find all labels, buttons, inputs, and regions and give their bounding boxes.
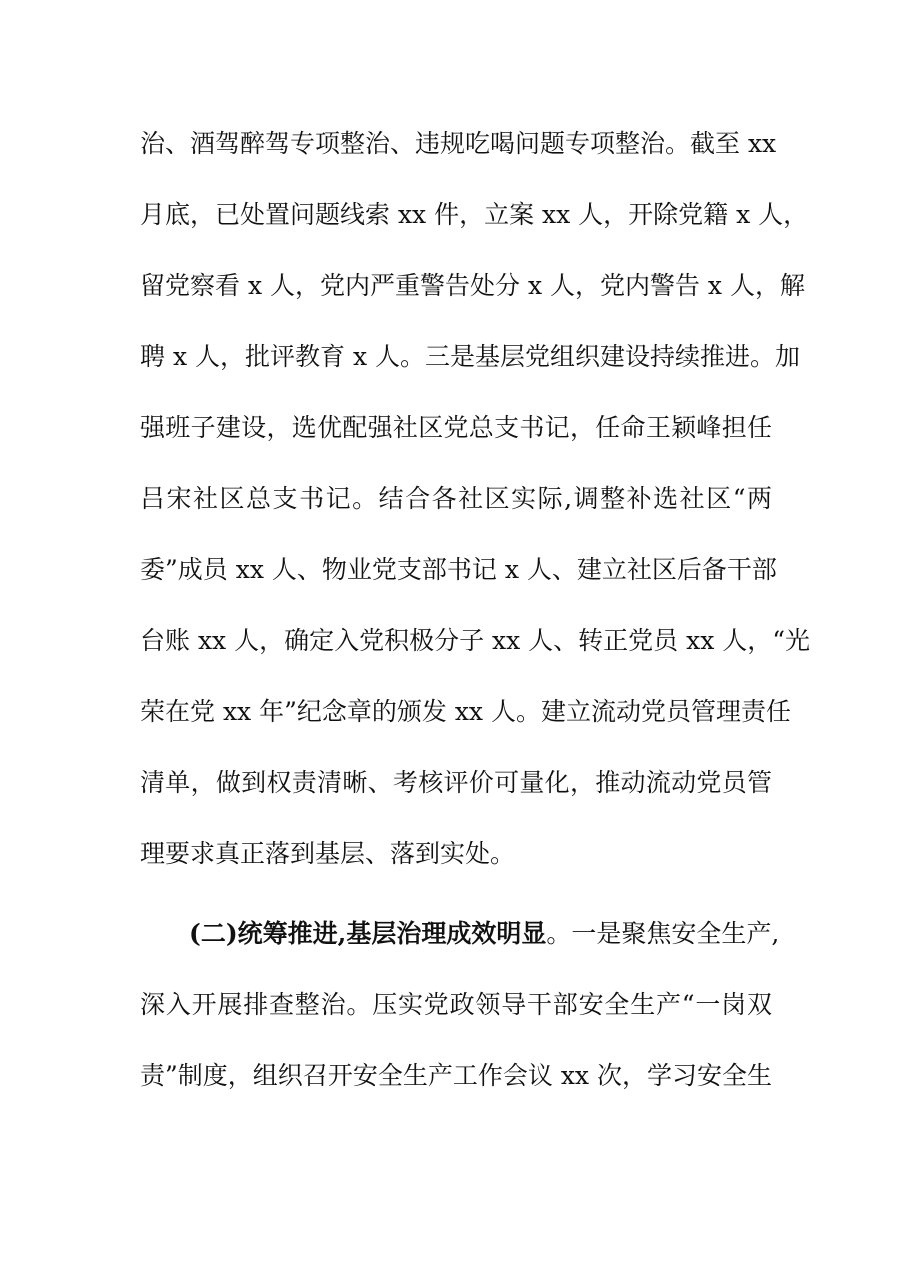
paragraph-line: 月底，已处置问题线索 xx 件，立案 xx 人，开除党籍 x 人， [140,200,809,229]
section-heading-line [189,918,780,950]
paragraph-text: 。一是聚焦安全生产, [546,919,780,948]
paragraph-line: 理要求真正落到基层、落到实处。 [140,839,516,868]
paragraph-line: 聘 x 人，批评教育 x 人。三是基层党组织建设持续推进。加 [140,342,800,371]
paragraph-line: 清单，做到权责清晰、考核评价可量化，推动流动党员管 [140,768,772,797]
paragraph-line: 强班子建设，选优配强社区党总支书记，任命王颖峰担任 [140,413,772,442]
paragraph-line: 深入开展排查整治。压实党政领导干部安全生产“一岗双 [140,990,772,1019]
paragraph-line: 治、酒驾醉驾专项整治、违规吃喝问题专项整治。截至 xx [140,129,777,158]
paragraph-line: 留党察看 x 人，党内严重警告处分 x 人，党内警告 x 人，解 [140,271,805,300]
section-heading: (二)统筹推进,基层治理成效明显 [189,919,547,948]
paragraph-line: 台账 xx 人，确定入党积极分子 xx 人、转正党员 xx 人，“光 [140,626,811,655]
paragraph-line: 委”成员 xx 人、物业党支部书记 x 人、建立社区后备干部 [140,555,777,584]
paragraph-line: 吕宋社区总支书记。结合各社区实际,调整补选社区“两 [140,484,772,513]
paragraph-line: 荣在党 xx 年”纪念章的颁发 xx 人。建立流动党员管理责任 [140,697,791,726]
paragraph-line: 责”制度，组织召开安全生产工作会议 xx 次，学习安全生 [140,1061,772,1090]
